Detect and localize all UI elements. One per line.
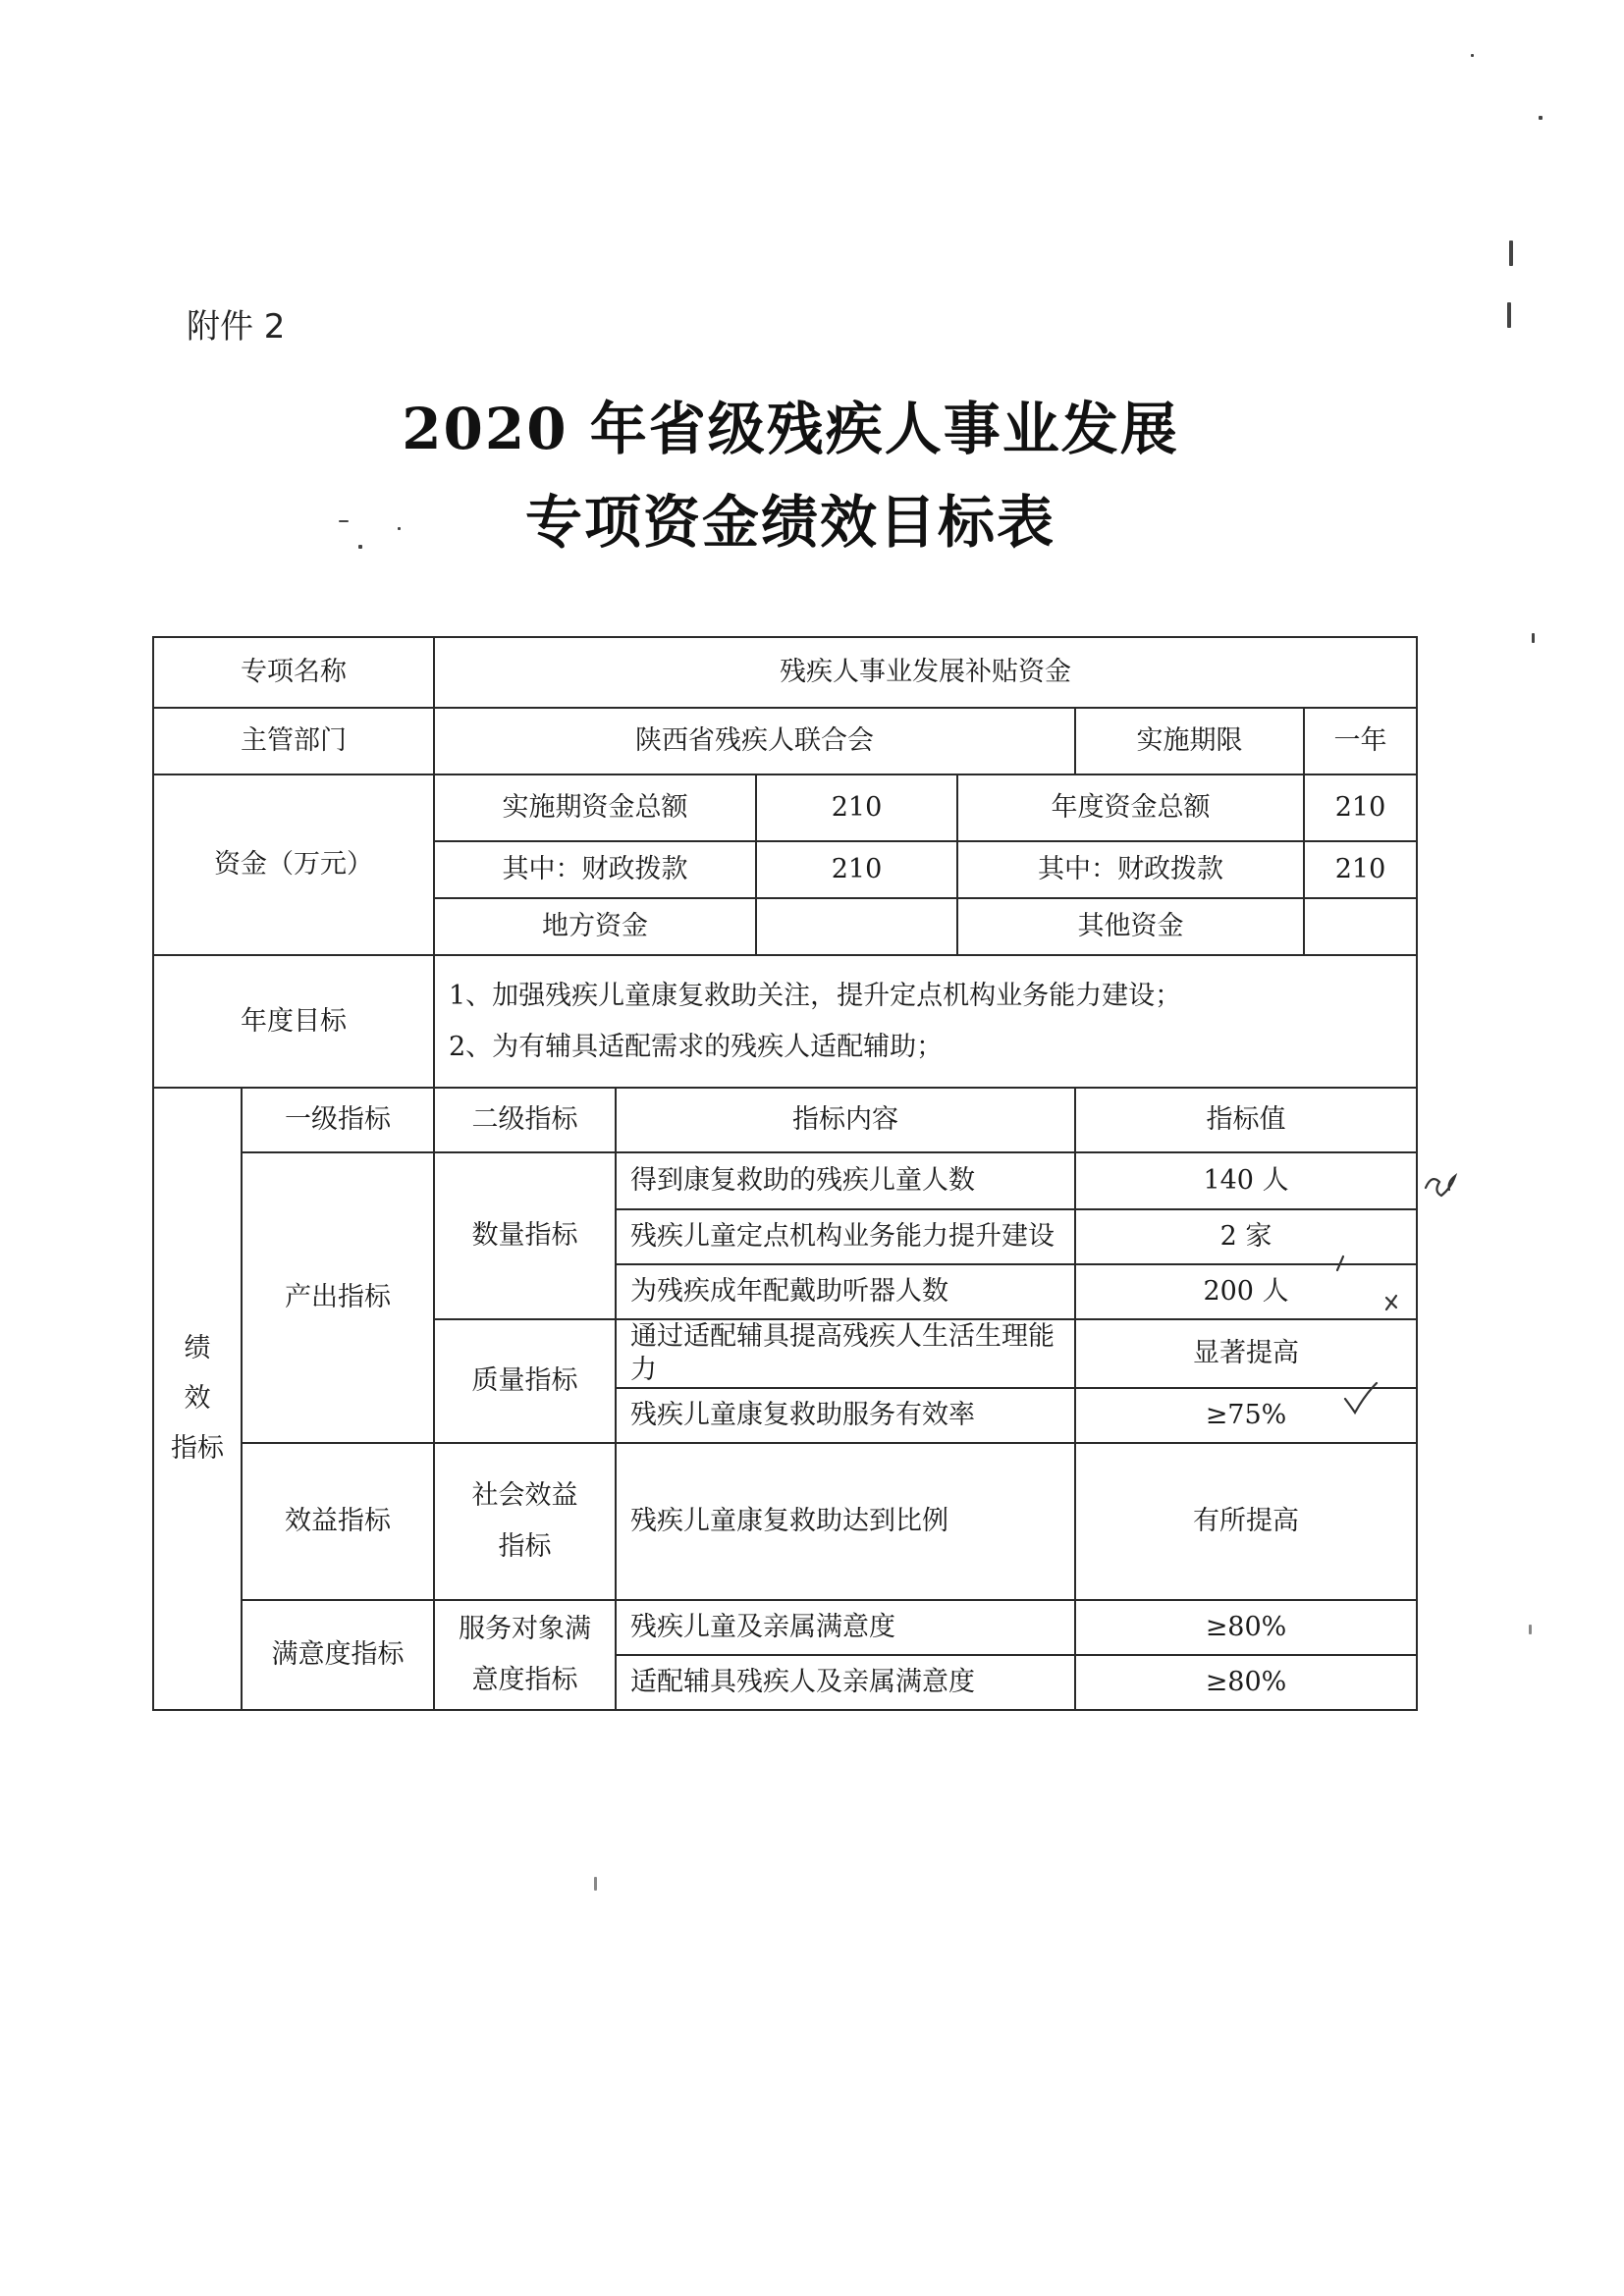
quality-indicator-label: 质量指标 — [434, 1319, 616, 1443]
performance-indicator-label — [153, 1088, 242, 1710]
indicator-value: 有所提高 — [1075, 1443, 1417, 1600]
indicator-content: 残疾儿童及亲属满意度 — [616, 1600, 1075, 1655]
annual-goals — [434, 955, 1417, 1088]
annual-funds-label: 年度资金总额 — [957, 774, 1304, 841]
project-name-value: 残疾人事业发展补贴资金 — [434, 637, 1417, 708]
scan-speck — [1509, 240, 1513, 266]
local-funds-value — [756, 898, 957, 955]
indicator-value: 2 家 — [1075, 1209, 1417, 1264]
local-funds-label: 地方资金 — [434, 898, 756, 955]
sub-label-line: 服务对象满 — [459, 1614, 591, 1645]
table-row — [153, 955, 1417, 1088]
indicator-value: ≥80% — [1075, 1655, 1417, 1710]
attachment-label: 附件 2 — [187, 307, 286, 347]
fiscal-funds-label-2: 其中：财政拨款 — [957, 841, 1304, 898]
performance-target-table — [152, 636, 1418, 1711]
total-funds-value: 210 — [756, 774, 957, 841]
annual-goal-item: 2、为有辅具适配需求的残疾人适配辅助； — [449, 1031, 944, 1062]
sub-label-line: 意度指标 — [471, 1664, 578, 1695]
service-satisfaction-label — [434, 1600, 616, 1710]
indicator-content: 残疾儿童康复救助达到比例 — [616, 1443, 1075, 1600]
scan-speck — [398, 527, 401, 530]
project-name-label: 专项名称 — [153, 637, 434, 708]
indicator-content: 适配辅具残疾人及亲属满意度 — [616, 1655, 1075, 1710]
sub-label-line: 社会效益 — [471, 1480, 578, 1512]
indicator-content: 残疾儿童康复救助服务有效率 — [616, 1388, 1075, 1443]
table-row — [153, 1152, 1417, 1209]
indicator-value: 显著提高 — [1075, 1319, 1417, 1388]
department-value: 陕西省残疾人联合会 — [434, 708, 1075, 774]
fiscal-funds-value: 210 — [756, 841, 957, 898]
table-row — [153, 1443, 1417, 1600]
scan-speck — [1471, 54, 1474, 57]
vertical-char: 绩 — [184, 1332, 211, 1363]
scan-speck — [1539, 116, 1543, 120]
vertical-char: 指标 — [171, 1433, 224, 1465]
handwritten-scribble — [1426, 1176, 1455, 1196]
indicator-value: 200 人 — [1075, 1264, 1417, 1319]
scan-speck — [1532, 633, 1535, 643]
indicator-content: 通过适配辅具提高残疾人生活生理能力 — [616, 1319, 1075, 1388]
indicator-content: 得到康复救助的残疾儿童人数 — [616, 1152, 1075, 1209]
table-row — [153, 1088, 1417, 1152]
other-funds-label: 其他资金 — [957, 898, 1304, 955]
scan-speck — [1529, 1625, 1532, 1634]
output-indicator-label: 产出指标 — [242, 1152, 434, 1443]
annual-goal-item: 1、加强残疾儿童康复救助关注，提升定点机构业务能力建设； — [449, 981, 1182, 1012]
table-row — [153, 637, 1417, 708]
vertical-char: 效 — [184, 1383, 211, 1415]
table-row — [153, 708, 1417, 774]
department-label: 主管部门 — [153, 708, 434, 774]
satisfaction-indicator-label: 满意度指标 — [242, 1600, 434, 1710]
indicator-content: 残疾儿童定点机构业务能力提升建设 — [616, 1209, 1075, 1264]
header-content: 指标内容 — [616, 1088, 1075, 1152]
indicator-value: 140 人 — [1075, 1152, 1417, 1209]
table-row — [153, 774, 1417, 841]
header-level1: 一级指标 — [242, 1088, 434, 1152]
period-value: 一年 — [1304, 708, 1417, 774]
other-funds-value — [1304, 898, 1417, 955]
scan-speck — [594, 1877, 597, 1891]
scan-speck — [1507, 302, 1511, 328]
scan-speck — [339, 520, 349, 522]
indicator-content: 为残疾成年配戴助听器人数 — [616, 1264, 1075, 1319]
benefit-indicator-label: 效益指标 — [242, 1443, 434, 1600]
document-title-line1: 2020 年省级残疾人事业发展 — [402, 396, 1179, 462]
sub-label-line: 指标 — [498, 1530, 552, 1562]
annual-funds-value: 210 — [1304, 774, 1417, 841]
total-funds-label: 实施期资金总额 — [434, 774, 756, 841]
quantity-indicator-label: 数量指标 — [434, 1152, 616, 1319]
period-label: 实施期限 — [1075, 708, 1304, 774]
fiscal-funds-label: 其中：财政拨款 — [434, 841, 756, 898]
scan-speck — [358, 545, 362, 549]
indicator-value: ≥80% — [1075, 1600, 1417, 1655]
annual-goal-label: 年度目标 — [153, 955, 434, 1088]
table-row — [153, 1600, 1417, 1655]
fiscal-funds-value-2: 210 — [1304, 841, 1417, 898]
social-benefit-label — [434, 1443, 616, 1600]
indicator-value: ≥75% — [1075, 1388, 1417, 1443]
funds-label: 资金（万元） — [153, 774, 434, 955]
header-value: 指标值 — [1075, 1088, 1417, 1152]
document-title-line2: 专项资金绩效目标表 — [524, 489, 1056, 556]
header-level2: 二级指标 — [434, 1088, 616, 1152]
